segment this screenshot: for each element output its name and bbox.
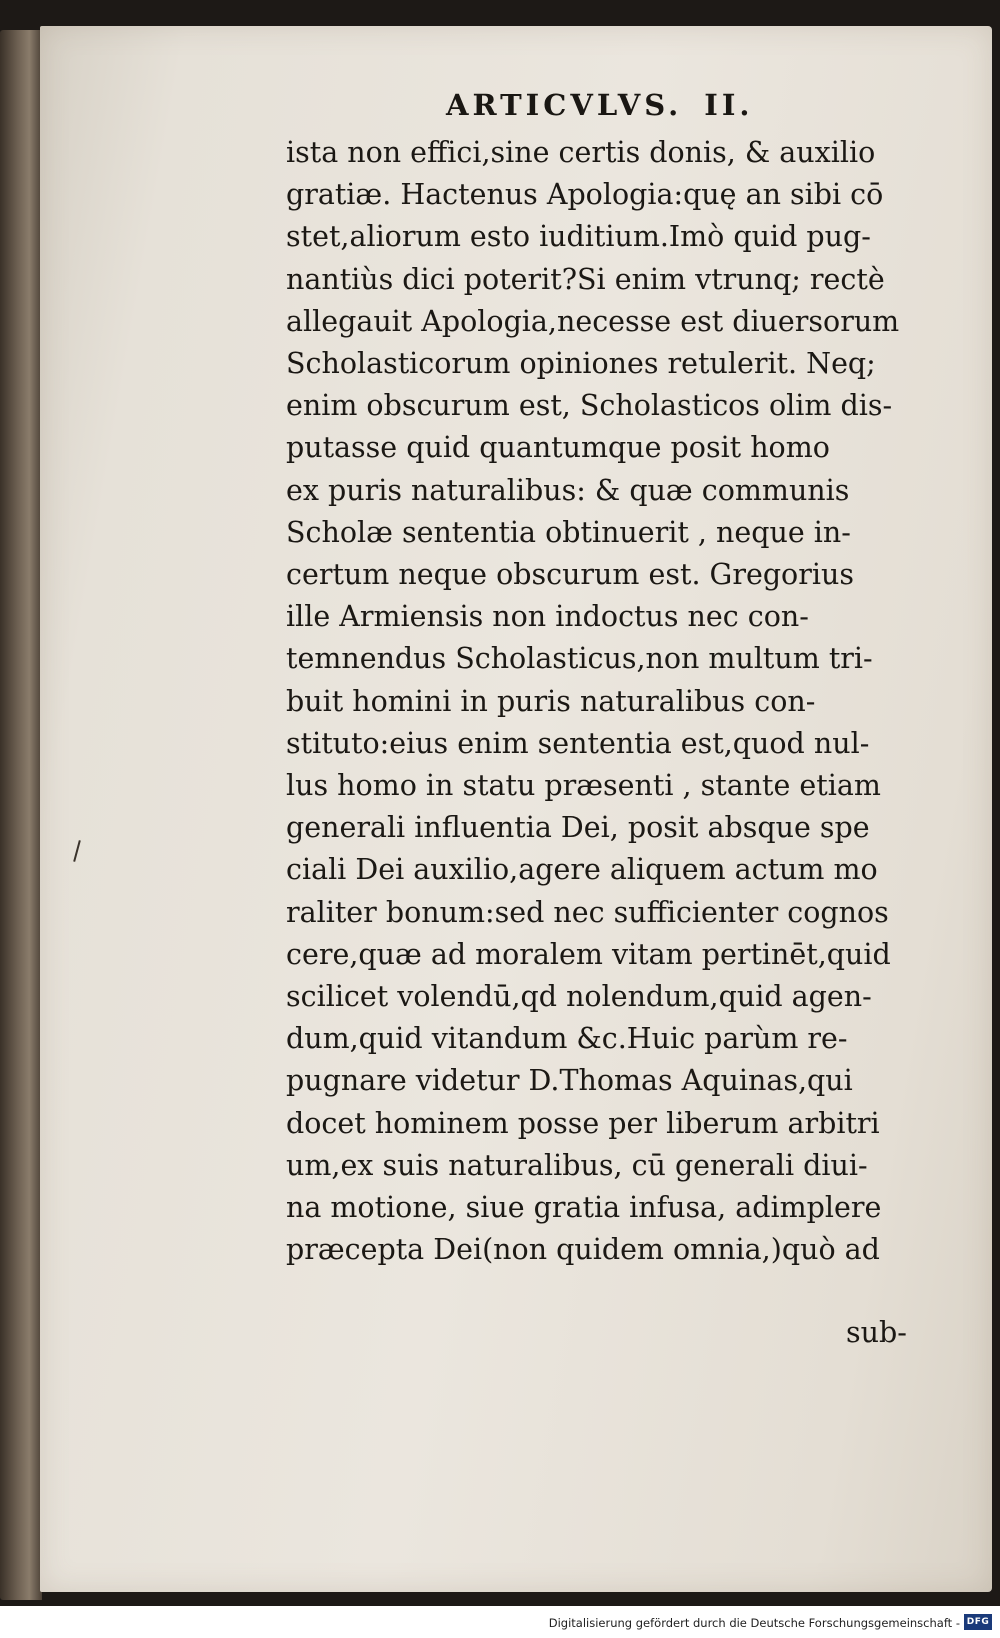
dfg-logo: DFG bbox=[964, 1614, 992, 1630]
text-line: ex puris naturalibus: & quæ communis bbox=[286, 473, 850, 507]
text-line: lus homo in statu præsenti , stante etiam bbox=[286, 769, 881, 803]
text-line: cere,quæ ad moralem vitam pertinēt,quid bbox=[286, 937, 891, 971]
text-line: scilicet volendū,qd nolendum,quid agen- bbox=[286, 980, 872, 1014]
text-line: stet,aliorum esto iuditium.Imò quid pug- bbox=[286, 220, 871, 254]
text-line: generali influentia Dei, posit absque spe bbox=[286, 811, 870, 845]
text-line: um,ex suis naturalibus, cū generali diui- bbox=[286, 1148, 868, 1182]
footer-bar bbox=[0, 1608, 1000, 1638]
text-line: buit homini in puris naturalibus con- bbox=[286, 684, 816, 718]
text-line: ciali Dei auxilio,agere aliquem actum mo bbox=[286, 853, 878, 887]
text-line: gratiæ. Hactenus Apologia:quę an sibi cō bbox=[286, 178, 884, 212]
catchword: sub- bbox=[846, 1316, 907, 1349]
text-line: docet hominem posse per liberum arbitri bbox=[286, 1106, 880, 1140]
text-line: temnendus Scholasticus,non multum tri- bbox=[286, 642, 873, 676]
text-line: nantiùs dici poterit?Si enim vtrunq; rectè bbox=[286, 262, 885, 296]
text-line: enim obscurum est, Scholasticos olim dis- bbox=[286, 389, 893, 423]
page-number: II. bbox=[704, 88, 754, 122]
text-line: pugnare videtur D.Thomas Aquinas,qui bbox=[286, 1064, 853, 1098]
text-line: Scholasticorum opiniones retulerit. Neq; bbox=[286, 347, 876, 381]
book-cover-edge bbox=[0, 30, 42, 1600]
text-line: certum neque obscurum est. Gregorius bbox=[286, 558, 854, 592]
text-line: putasse quid quantumque posit homo bbox=[286, 431, 830, 465]
text-line: præcepta Dei(non quidem omnia,)quò ad bbox=[286, 1233, 880, 1267]
text-line: allegauit Apologia,necesse est diuersorum bbox=[286, 304, 900, 338]
text-line: ille Armiensis non indoctus nec con- bbox=[286, 600, 809, 634]
text-line: na motione, siue gratia infusa, adimplere bbox=[286, 1191, 882, 1225]
text-line: ista non effici,sine certis donis, & auxilio bbox=[286, 136, 876, 169]
text-line: raliter bonum:sed nec sufficienter cognos bbox=[286, 895, 889, 929]
text-line: stituto:eius enim sententia est,quod nul- bbox=[286, 726, 870, 760]
running-head-title: ARTICVLVS. bbox=[446, 88, 683, 122]
text-line: Scholæ sententia obtinuerit , neque in- bbox=[286, 515, 851, 549]
body-text bbox=[286, 132, 926, 1271]
text-line: dum,quid vitandum &c.Huic parùm re- bbox=[286, 1022, 848, 1056]
funding-credit: Digitalisierung gefördert durch die Deutsche Forschungsgemeinschaft - bbox=[548, 1616, 960, 1630]
running-head bbox=[446, 88, 754, 122]
